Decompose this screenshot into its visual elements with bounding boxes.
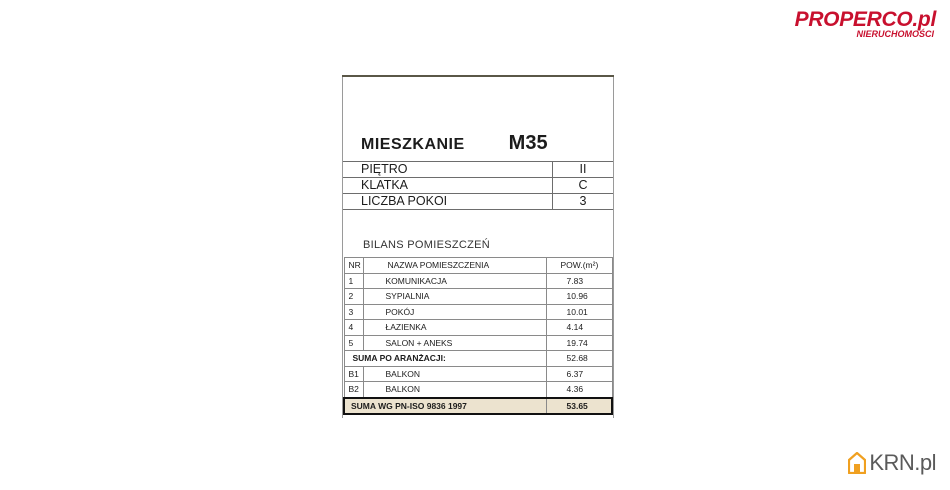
- sum-arrangement-label: SUMA PO ARANŻACJI:: [344, 351, 546, 367]
- header-area: POW.(m²): [546, 258, 612, 274]
- info-row-staircase: [343, 178, 613, 194]
- row-name: SYPIALNIA: [363, 289, 546, 305]
- table-row: [344, 382, 612, 398]
- sum-norm-row: [344, 398, 612, 415]
- sum-arrangement-value: 52.68: [546, 351, 612, 367]
- house-icon: [848, 452, 866, 474]
- sum-arrangement-row: [344, 351, 612, 367]
- row-nr: 2: [344, 289, 363, 305]
- krn-text: KRN.pl: [869, 450, 936, 475]
- row-name: POKÓJ: [363, 304, 546, 320]
- table-row: [344, 289, 612, 305]
- header-nr: NR: [344, 258, 363, 274]
- row-nr: B2: [344, 382, 363, 398]
- table-row: [344, 366, 612, 382]
- table-row: [344, 304, 612, 320]
- apartment-card: [342, 77, 614, 418]
- brand-tagline: NIERUCHOMOŚCI: [856, 29, 934, 39]
- row-nr: 1: [344, 273, 363, 289]
- info-row-rooms: [343, 194, 613, 210]
- sum-norm-value: 53.65: [546, 398, 612, 415]
- info-label: LICZBA POKOI: [343, 194, 553, 210]
- info-row-floor: [343, 162, 613, 178]
- table-header-row: [344, 258, 612, 274]
- table-row: [344, 273, 612, 289]
- row-name: BALKON: [363, 382, 546, 398]
- info-value: II: [553, 162, 614, 178]
- row-name: KOMUNIKACJA: [363, 273, 546, 289]
- row-area: 19.74: [546, 335, 612, 351]
- apartment-code: M35: [508, 132, 548, 154]
- krn-watermark: [848, 450, 936, 476]
- row-area: 6.37: [546, 366, 612, 382]
- info-value: C: [553, 178, 614, 194]
- row-area: 10.96: [546, 289, 612, 305]
- header-room-name: NAZWA POMIESZCZENIA: [363, 258, 546, 274]
- properco-logo: [795, 8, 936, 39]
- card-top-border: [342, 75, 614, 77]
- table-row: [344, 320, 612, 336]
- row-name: BALKON: [363, 366, 546, 382]
- room-balance-table: [343, 257, 613, 415]
- info-label: KLATKA: [343, 178, 553, 194]
- sum-norm-label: SUMA WG PN-ISO 9836 1997: [344, 398, 546, 415]
- table-row: [344, 335, 612, 351]
- row-nr: 5: [344, 335, 363, 351]
- row-nr: B1: [344, 366, 363, 382]
- row-area: 7.83: [546, 273, 612, 289]
- row-name: ŁAZIENKA: [363, 320, 546, 336]
- apartment-info-table: [343, 161, 613, 210]
- room-balance-heading: BILANS POMIESZCZEŃ: [363, 239, 491, 251]
- row-nr: 3: [344, 304, 363, 320]
- row-name: SALON + ANEKS: [363, 335, 546, 351]
- row-area: 10.01: [546, 304, 612, 320]
- row-nr: 4: [344, 320, 363, 336]
- row-area: 4.36: [546, 382, 612, 398]
- apartment-title-label: MIESZKANIE: [361, 136, 465, 153]
- info-label: PIĘTRO: [343, 162, 553, 178]
- apartment-title: [361, 132, 601, 155]
- info-value: 3: [553, 194, 614, 210]
- brand-name: PROPERCO.pl: [794, 8, 936, 31]
- row-area: 4.14: [546, 320, 612, 336]
